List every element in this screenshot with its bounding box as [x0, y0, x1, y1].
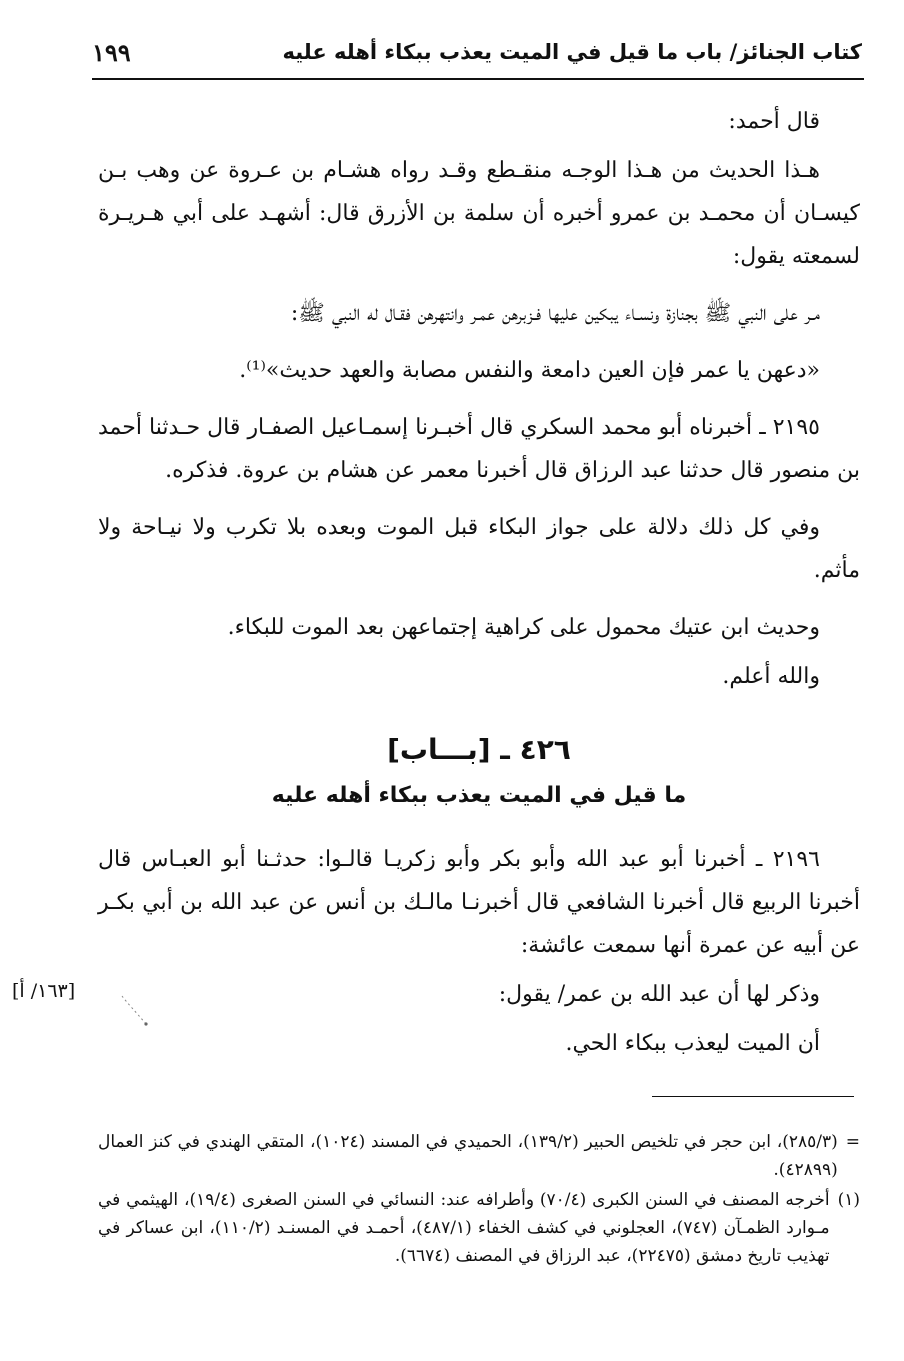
paragraph: أن الميت ليعذب ببكاء الحي.	[565, 1031, 820, 1056]
scan-smudge	[118, 990, 152, 1032]
paragraph: قال أحمد:	[728, 109, 820, 134]
footnote-mark: (١)	[837, 1190, 860, 1210]
footnote-text: أخرجه المصنف في السنن الكبرى (٧٠/٤) وأطرافه عند: النسائي في السنن الصغرى (١٩/٤)، الهيثمي في مـوارد الظمـآن (٧٤٧)، العجلوني في كشف الخفاء (٤٨٧/١)، أحمـد في المسنـد (١١٠/٢)، ابن عساكر في تهذيب تاريخ دمشق (٢٢٤٧٥)، عبد الرزاق في المصنف (٦٦٧٤).	[98, 1190, 830, 1266]
footnote-rule	[652, 1096, 854, 1097]
chapter-heading	[98, 724, 860, 816]
paragraph: وفي كل ذلك دلالة على جواز البكاء قبل الموت وبعده بلا تكرب ولا نيـاحة ولا مأثم.	[98, 515, 860, 583]
footnote-text: (٢٨٥/٣)، ابن حجر في تلخيص الحبير (١٣٩/٢)، الحميدي في المسند (١٠٢٤)، المتقي الهندي في كنز العمال (٤٢٨٩٩).	[98, 1132, 838, 1180]
paragraph: هـذا الحديث من هـذا الوجـه منقـطع وقـد رواه هشـام بن عـروة عن وهب بـن كيسـان أن محمـد بن عمرو أخبره أن سلمة بن الأزرق قال: أشهـد على أبي هـريـرة لسمعته يقول:	[98, 158, 860, 269]
quoted-hadith: «دعهن يا عمر فإن العين دامعة والنفس مصابة والعهد حديث»⁽¹⁾.	[239, 358, 820, 383]
running-title: كتاب الجنائز/ باب ما قيل في الميت يعذب ببكاء أهله عليه	[282, 40, 862, 64]
chapter-text	[98, 838, 860, 1071]
paragraph: والله أعلم.	[722, 664, 820, 689]
footnote-mark: =	[845, 1132, 860, 1152]
main-text	[98, 100, 860, 704]
paragraph: وحديث ابن عتيك محمول على كراهية إجتماعهن بعد الموت للبكاء.	[227, 615, 820, 640]
isnad-paragraph: ٢١٩٦ ـ أخبرنا أبو عبد الله وأبو بكر وأبو زكريـا قالـوا: حدثـنا أبو العبـاس قال أخبرنا الربيع قال أخبرنا الشافعي قال أخبرنـا مالـك بن أنس عن عبد الله بن أبي بكـر عن أبيه عن عمرة أنها سمعت عائشة:	[98, 847, 860, 958]
isnad-paragraph: ٢١٩٥ ـ أخبرناه أبو محمد السكري قال أخبـرنا إسمـاعيل الصفـار قال حـدثنا أحمد بن منصور قال حدثنا عبد الرزاق قال أخبرنا معمر عن هشام بن عروة. فذكره.	[98, 415, 860, 483]
page-number: ١٩٩	[92, 37, 131, 67]
footnotes	[98, 1128, 860, 1272]
chapter-title: ما قيل في الميت يعذب ببكاء أهله عليه	[271, 783, 687, 808]
manuscript-folio-note: [١٦٣/ أ]	[12, 980, 76, 1002]
header-rule	[92, 78, 864, 80]
chapter-number: ٤٢٦ ـ [بـــاب]	[387, 733, 571, 766]
paragraph: مـر على النبي ﷺ بجنازة ونسـاء يبكين عليها فـزبرهن عمـر وانتهرهن فقـال له النبي ﷺ:	[290, 301, 820, 326]
footnote	[98, 1128, 860, 1184]
running-header	[92, 32, 862, 72]
paragraph: وذكر لها أن عبد الله بن عمر/ يقول:	[498, 982, 820, 1007]
footnote	[98, 1186, 860, 1270]
